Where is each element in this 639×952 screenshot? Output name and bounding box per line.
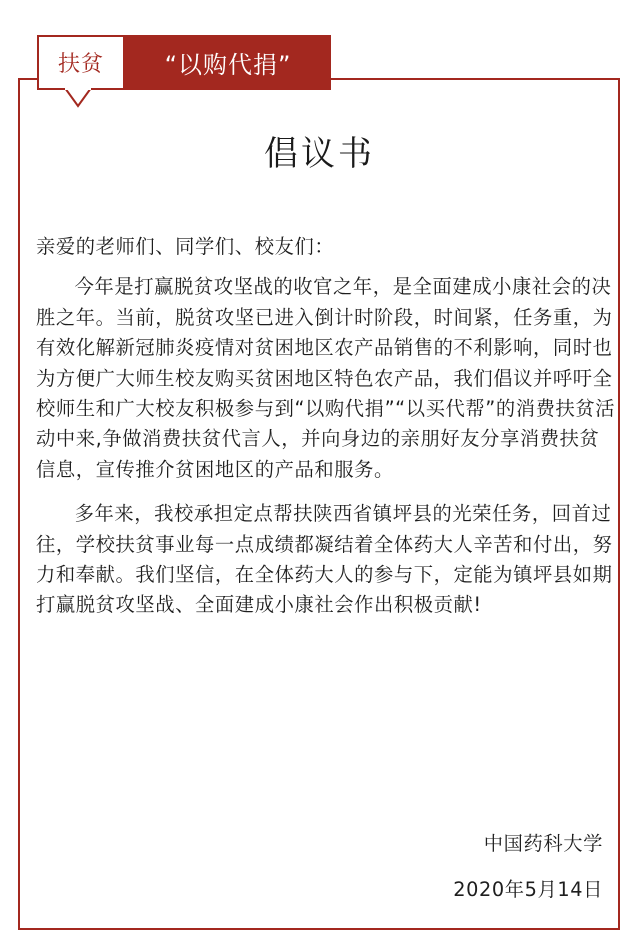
signature-organization: 中国药科大学 bbox=[483, 832, 603, 855]
document-body bbox=[36, 232, 616, 635]
paragraph-1: 今年是打赢脱贫攻坚战的收官之年，是全面建成小康社会的决胜之年。当前，脱贫攻坚已进入倒计时阶段，时间紧，任务重，为有效化解新冠肺炎疫情对贫困地区农产品销售的不利影响，同时也为方便广大师生校友购买贫困地区特色农产品，我们倡议并呼吁全校师生和广大校友积极参与到“以购代捐”“以买代帮”的消费扶贫活动中来,争做消费扶贫代言人，并向身边的亲朋好友分享消费扶贫信息，宣传推介贫困地区的产品和服务。 bbox=[36, 275, 616, 481]
tag-campaign-label: “以购代捐” bbox=[125, 35, 331, 90]
signature-date: 2020年5月14日 bbox=[453, 878, 603, 901]
tag-category-label: 扶贫 bbox=[37, 35, 125, 90]
paragraph-2: 多年来，我校承担定点帮扶陕西省镇坪县的光荣任务，回首过往，学校扶贫事业每一点成绩都凝结着全体药大人辛苦和付出，努力和奉献。我们坚信，在全体药大人的参与下，定能为镇坪县如期打赢脱贫攻坚战、全面建成小康社会作出积极贡献! bbox=[36, 502, 613, 617]
greeting-line: 亲爱的老师们、同学们、校友们： bbox=[36, 235, 335, 258]
tag-pointer-icon bbox=[65, 88, 91, 108]
document-title: 倡议书 bbox=[264, 134, 375, 174]
